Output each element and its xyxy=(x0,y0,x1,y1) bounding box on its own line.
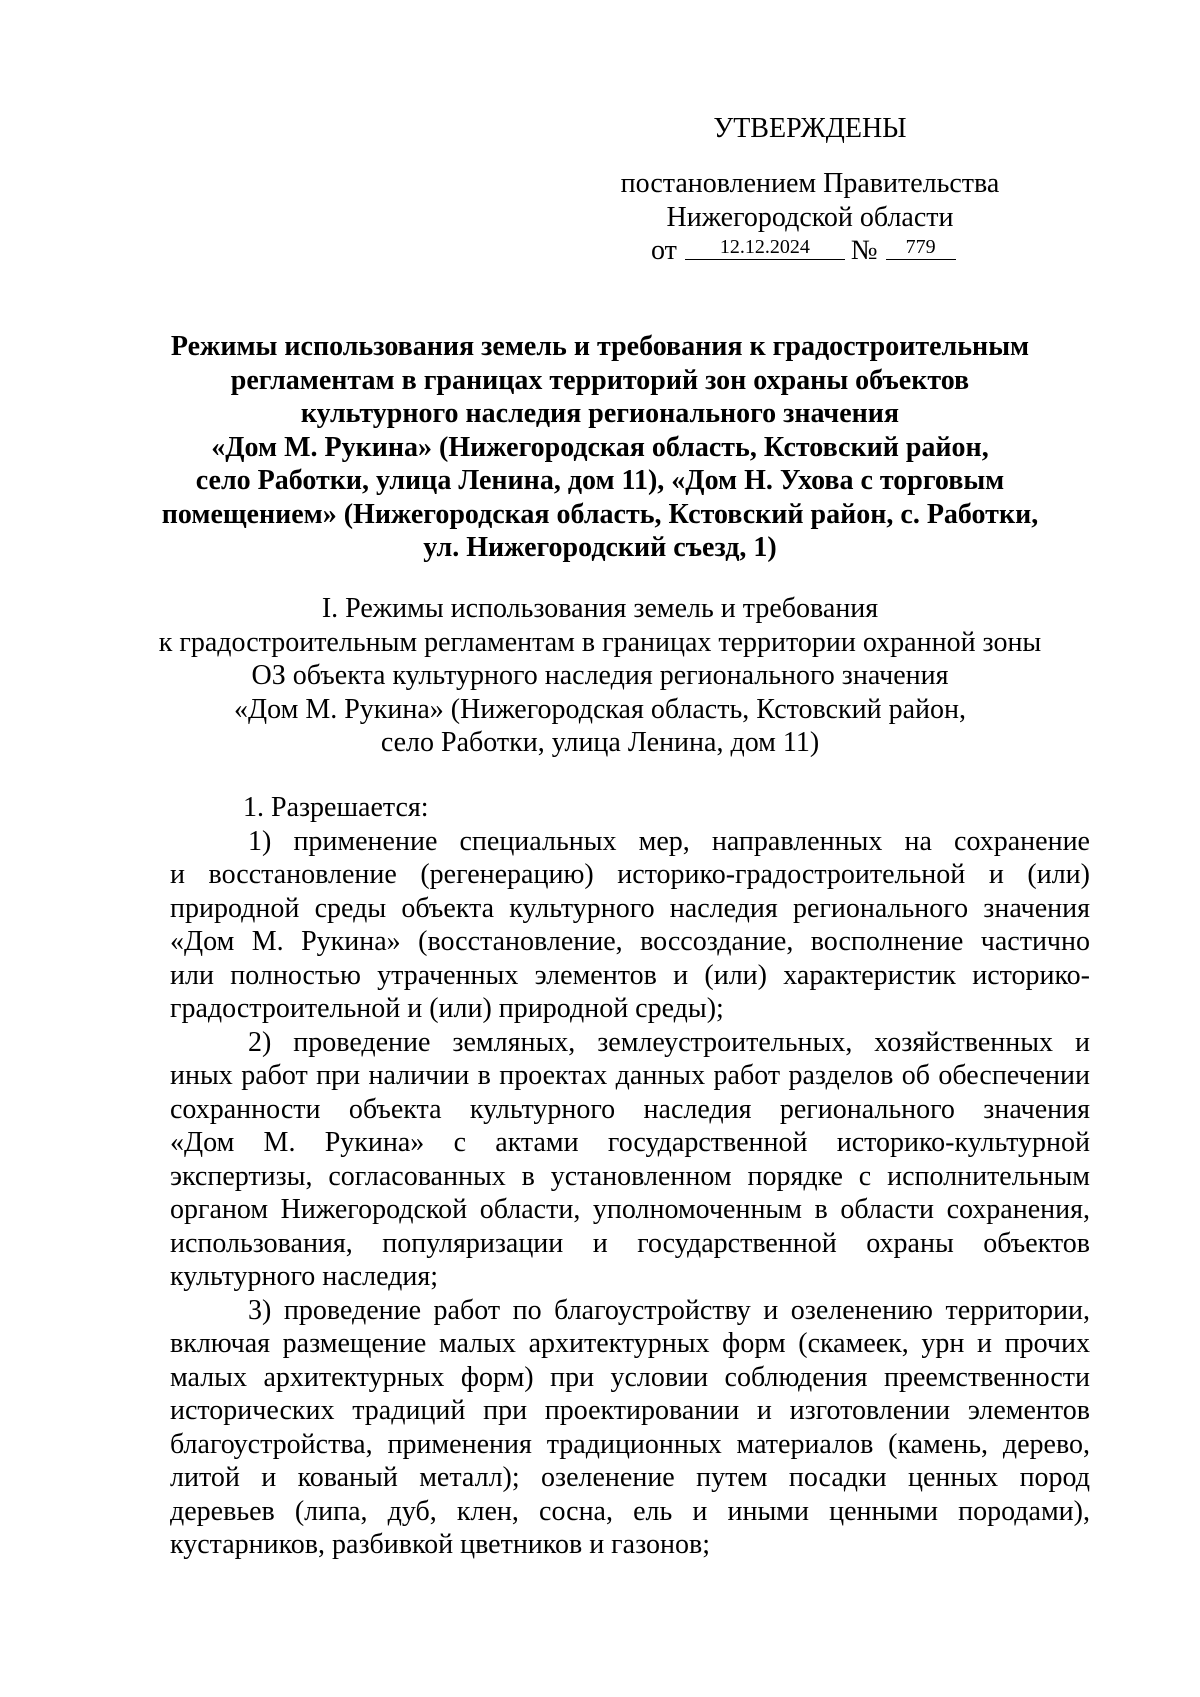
title-line: село Работки, улица Ленина, дом 11), «Дом Н. Ухова с торговым xyxy=(195,465,1005,496)
clause-intro: 1. Разрешается: xyxy=(243,792,429,823)
title-line: Режимы использования земель и требования к градостроительным xyxy=(170,331,1030,362)
section-heading xyxy=(150,592,1050,760)
item-2-line: 2) проведение земляных, землеустроительных, хозяйственных и xyxy=(248,1026,1090,1058)
approval-line-2: Нижегородской области xyxy=(666,202,954,233)
title-line: ул. Нижегородский съезд, 1) xyxy=(423,532,777,563)
section-line: ОЗ объекта культурного наследия регионального значения xyxy=(251,660,949,691)
item-1-line: 1) применение специальных мер, направленных на сохранение xyxy=(248,825,1090,857)
approval-number: 779 xyxy=(886,235,956,260)
title-line: помещением» (Нижегородская область, Кстовский район, с. Работки, xyxy=(161,498,1039,530)
item-1-line: «Дом М. Рукина» (восстановление, воссоздание, восполнение частично xyxy=(170,926,1090,957)
approval-heading: УТВЕРЖДЕНЫ xyxy=(713,113,907,144)
number-sign: № xyxy=(850,235,878,266)
section-line: село Работки, улица Ленина, дом 11) xyxy=(380,727,820,758)
approval-line-1: постановлением Правительства xyxy=(620,168,1000,199)
item-1-line: или полностью утраченных элементов и (или) характеристик историко- xyxy=(170,959,1090,991)
item-3-line: включая размещение малых архитектурных форм (скамеек, урн и прочих xyxy=(170,1328,1090,1359)
title-line: культурного наследия регионального значения xyxy=(300,398,900,429)
item-3-line: 3) проведение работ по благоустройству и озеленению территории, xyxy=(248,1294,1090,1326)
document-body xyxy=(170,791,1090,1562)
item-2-line: сохранности объекта культурного наследия регионального значения xyxy=(170,1093,1090,1125)
title-line: «Дом М. Рукина» (Нижегородская область, Кстовский район, xyxy=(211,431,989,463)
item-1-line: природной среды объекта культурного наследия регионального значения xyxy=(170,892,1090,924)
section-line: к градостроительным регламентам в границах территории охранной зоны xyxy=(158,626,1042,658)
item-3-line: благоустройства, применения традиционных материалов (камень, дерево, xyxy=(170,1428,1090,1460)
item-3-line: литой и кованый металл); озеленение путем посадки ценных пород xyxy=(170,1462,1090,1493)
document-title xyxy=(150,330,1050,565)
section-line: «Дом М. Рукина» (Нижегородская область, Кстовский район, xyxy=(234,693,966,725)
item-3-line: деревьев (липа, дуб, клен, сосна, ель и иными ценными породами), xyxy=(170,1495,1090,1527)
title-line: регламентам в границах территорий зон охраны объектов xyxy=(230,364,970,396)
item-2-line: «Дом М. Рукина» с актами государственной историко-культурной xyxy=(170,1127,1090,1158)
item-2-line: экспертизы, согласованных в установленном порядке с исполнительным xyxy=(170,1160,1090,1192)
approval-date-row xyxy=(651,234,956,268)
item-3-line: кустарников, разбивкой цветников и газонов; xyxy=(170,1529,710,1560)
approval-date: 12.12.2024 xyxy=(685,235,845,260)
item-1-line: и восстановление (регенерацию) историко-градостроительной и (или) xyxy=(170,859,1090,890)
item-1-line: градостроительной и (или) природной среды); xyxy=(170,993,724,1024)
item-2-line: органом Нижегородской области, уполномоченным в области сохранения, xyxy=(170,1194,1090,1225)
item-2-line: культурного наследия; xyxy=(170,1261,439,1292)
item-2-line: иных работ при наличии в проектах данных работ разделов об обеспечении xyxy=(170,1060,1090,1091)
item-3-line: малых архитектурных форм) при условии соблюдения преемственности xyxy=(170,1361,1090,1393)
item-3-line: исторических традиций при проектировании и изготовлении элементов xyxy=(170,1395,1090,1426)
item-2-line: использования, популяризации и государственной охраны объектов xyxy=(170,1227,1090,1259)
date-prefix: от xyxy=(651,235,677,266)
section-line: I. Режимы использования земель и требования xyxy=(321,593,879,624)
